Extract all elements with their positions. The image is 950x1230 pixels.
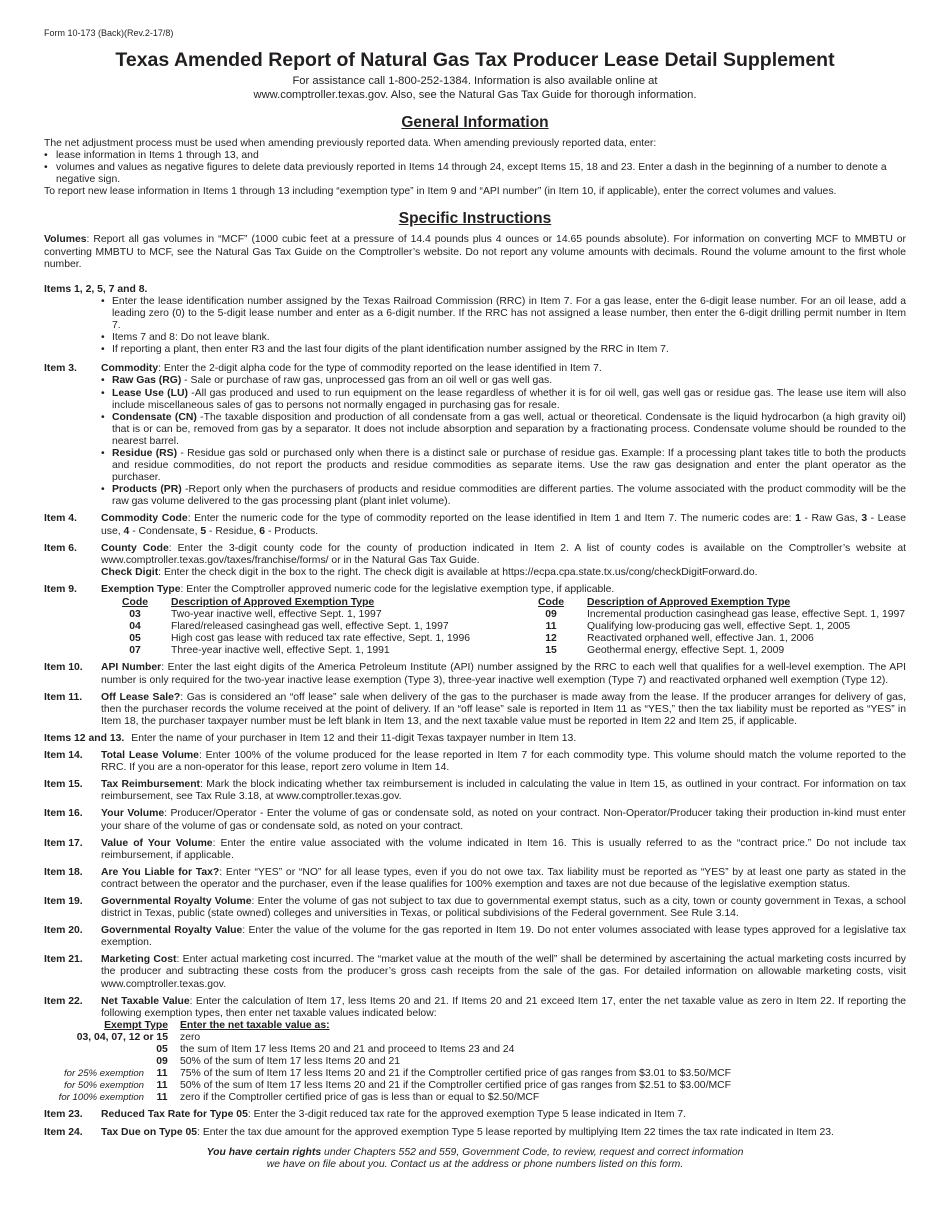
privacy-notice: You have certain rights under Chapters 552 and 559, Government Code, to review, request and correct information we have on file about you. Contact us at the address or phone numbers listed on this form. <box>206 1146 744 1171</box>
items-1-bullet: • If reporting a plant, then enter R3 and the last four digits of the plant identification number assigned by the RRC in Item 7. <box>101 344 906 356</box>
exempt-type-header: Exempt Type <box>104 1019 168 1031</box>
check-digit-text: Check Digit: Enter the check digit in the box to the right. The check digit is available at https://ecpa.cpa.state.tx.us/cong/checkDigitForward.do. <box>101 566 758 578</box>
item-9 <box>44 584 906 658</box>
county-code-text: County Code: Enter the 3-digit county code for the county of production indicated in Item 2. A list of county codes is available on the Comptroller’s website at www.comptroller.texas.gov/taxes/franchise/forms/ or in the Natural Gas Tax Guide. <box>101 542 906 566</box>
item-18: Item 18. Are You Liable for Tax?: Enter “YES” or “NO” for all lease types, even if you do not owe tax. Tax liability must be reported as “YES” by at least one party as stated in the contract between the operator and the purchaser, even if the lease qualifies for 100% exemption and taxes are not due because of the legislative exemption status. <box>44 866 906 890</box>
commodity-bullet: • Lease Use (LU) -All gas produced and used to run equipment on the lease regardless of whether it is for oil well, gas well gas or residue gas. The lease use item will also include miscellaneous sales of gas to persons not normally engaged in purchasing gas for resale. <box>101 388 906 412</box>
item-10: Item 10. API Number: Enter the last eight digits of the America Petroleum Institute (API) number assigned by the RRC to each well that qualifies for a well-level exemption. The API number is only required for the two-year inactive lease exemption (Type 3), three-year inactive well exemption (Type 7) and reactivated orphaned well exemption (Type 12). <box>44 662 907 686</box>
volumes-label: Volumes <box>44 234 87 246</box>
item-22: Item 22. Net Taxable Value: Enter the calculation of Item 17, less Items 20 and 21. If Items 20 and 21 exceed Item 17, enter the net taxable value as zero in Item 22. If reporting the following exemption types, then enter net taxable values indicated below: <box>44 995 907 1019</box>
item-19: Item 19. Governmental Royalty Volume: Enter the volume of gas not subject to tax due to governmental exempt status, such as a city, town or county government in Texas, a school district in Texas, public (state owned) colleges and universities in Texas, or political subdivisions of the Federal government. See Rule 3.14. <box>44 895 906 920</box>
item-17: Item 17. Value of Your Volume: Enter the entire value associated with the volume indicated in Item 16. This is usually referred to as the “contract price.” Do not include tax reimbursement, if applicable. <box>44 837 906 861</box>
exemption-codes-left: Code Description of Approved Exemption Type 03 Two-year inactive well, effective Sept. 1, 1997 04 Flared/released casinghead gas well, effective Sept. 1, 1997 05 High cost gas lease with reduced tax rate effective, Sept. 1, 1996 07 Three-year inactive well, effective Sept. 1, 1991 <box>122 597 471 657</box>
form-title: Texas Amended Report of Natural Gas Tax Producer Lease Detail Supplement <box>115 49 835 71</box>
net-value-header: Enter the net taxable value as: <box>180 1019 330 1031</box>
commodity-bullet: • Products (PR) -Report only when the purchasers of products and residue commodities are different parties. The volume associated with the product commodity will be the raw gas volume delivered to the gas processing plant (plant inlet volume). <box>101 484 906 508</box>
item-3 <box>44 363 906 508</box>
item-text: : Enter the 2-digit alpha code for the type of commodity reported on the lease identified in Item 7. <box>158 363 602 375</box>
item-6 <box>44 543 906 579</box>
commodity-bullet: • Condensate (CN) -The taxable disposition and production of all condensate from a gas well, actual or theoretical. Condensate is the liquid hydrocarbon (a high gravity oil) that is or can be, removed from gas by a separator. It does not include absorption and separation by a fractionating process. Condensate volume should be rounded to the nearest barrel. <box>101 412 906 448</box>
item-15: Item 15. Tax Reimbursement: Mark the block indicating whether tax reimbursement is included in calculating the value in Item 15, as outlined in your contract. For information on tax reimbursement, see Tax Rule 3.18, at www.comptroller.texas.gov. <box>44 779 906 803</box>
items-12-13: Items 12 and 13. Enter the name of your purchaser in Item 12 and their 11-digit Texas taxpayer number in Item 13. <box>44 732 577 744</box>
form-page <box>44 28 906 1172</box>
general-intro: The net adjustment process must be used when amending previously reported data. When amending previously reported data, enter: <box>44 138 657 149</box>
assistance-line-2: www.comptroller.texas.gov. Also, see the Natural Gas Tax Guide for thorough information. <box>253 88 697 101</box>
item-body: Commodity Code: Enter the numeric code for the type of commodity reported on the lease identified in Item 1 and Item 7. The numeric codes are: 1 - Raw Gas, 3 - Lease use, 4 - Condensate, 5 - Residue, 6 - Products. <box>101 513 906 537</box>
volumes-paragraph <box>44 234 906 270</box>
general-outro: To report new lease information in Items 1 through 13 including “exemption type” in Item 9 and “API number” (in Item 10, if applicable), enter the correct volumes and values. <box>44 186 837 198</box>
item-23: Item 23. Reduced Tax Rate for Type 05: Enter the 3-digit reduced tax rate for the approved exemption Type 5 lease indicated in Item 7. <box>44 1109 687 1121</box>
commodity-bullet: • Residue (RS) - Residue gas sold or purchased only when there is a distinct sale or purchase of residue gas. Example: If a processing plant takes title to both the products and residue commodities, do not report the products and residue commodities as separate items. Use the raw gas designation and enter the plant operator as the purchaser. <box>101 448 906 484</box>
item-label: Item 6. <box>44 542 77 554</box>
assistance-line-1: For assistance call 1-800-252-1384. Information is also available online at <box>292 75 658 87</box>
items-1-label: Items 1, 2, 5, 7 and 8. <box>44 283 148 295</box>
assistance-info <box>44 75 906 102</box>
item-title: Commodity <box>101 363 159 375</box>
items-1-bullet: • Items 7 and 8: Do not leave blank. <box>101 332 906 344</box>
items-1-bullet: • Enter the lease identification number assigned by the Texas Railroad Commission (RRC) in Item 7. For a gas lease, enter the 6-digit lease number. For an oil lease, add a leading zero (0) to the 5-digit lease number and enter as a 6-digit number. If the RRC has not assigned a lease number, then enter the 6-digit drilling permit number in Item 7. <box>101 296 906 332</box>
specific-instructions-heading: Specific Instructions <box>398 210 552 228</box>
item-label: Item 3. <box>44 363 77 375</box>
item-16: Item 16. Your Volume: Producer/Operator - Enter the volume of gas or condensate sold, as noted on your contract. Non-Operator/Producer taking their production in-kind must enter your share of the volume of gas or condensate sold, as noted on your contract. <box>44 808 906 832</box>
general-bullet: • volumes and values as negative figures to delete data previously reported in Items 14 through 24, except Items 15, 18 and 23. Enter a dash in the beginning of a number to denote a negative sign. <box>44 162 906 186</box>
exemption-type-text: Exemption Type: Enter the Comptroller approved numeric code for the legislative exemption type, if applicable. <box>101 583 615 595</box>
item-21: Item 21. Marketing Cost: Enter actual marketing cost incurred. The “market value at the mouth of the well” shall be determined by ascertaining the actual marketing costs incurred by the producer and subtracting these costs from the producer’s gross cash receipts from the sale of the gas. For detailed information on allowable marketing costs, visit www.comptroller.texas.gov. <box>44 954 906 990</box>
item-24: Item 24. Tax Due on Type 05: Enter the tax due amount for the approved exemption Type 5 lease reported by multiplying Item 22 times the tax rate indicated in Item 23. <box>44 1126 834 1138</box>
item-label: Item 4. <box>44 513 77 525</box>
exemption-code-table <box>101 597 906 657</box>
net-taxable-value-table: Exempt Type Enter the net taxable value as: 03, 04, 07, 12 or 15 zero 05 the sum of Item 17 less Items 20 and 21 and proceed to Items 23 and 24 09 50% of the sum of Item 17 less Items 20 and 21 for 25% exemption 11 75% of the sum of Item 17 less Items 20 and 21 if the Comptroller certified price of gas ranges from $3.01 to $3.50/MCF for 50% exemption 11 50% of the sum of Item 17 less Items 20 and 21 if the Comptroller certified price of gas ranges from $2.51 to $3.00/MCF for 100% exemption 11 zero if the Comptroller certified price of gas is less than or equal to $2.50/MCF <box>44 1020 906 1105</box>
item-label: Item 9. <box>44 583 77 595</box>
items-1-2-5-7-8 <box>44 284 906 357</box>
form-id: Form 10-173 (Back)(Rev.2-17/8) <box>44 28 174 38</box>
item-14: Item 14. Total Lease Volume: Enter 100% of the volume produced for the lease reported in Item 7 for each commodity type. This volume should match the volume reported to the RRC. If you are a non-operator for this lease, report zero volume in Item 14. <box>44 750 906 774</box>
item-4 <box>44 513 906 537</box>
general-information <box>44 138 906 198</box>
general-bullet: • lease information in Items 1 through 13, and <box>44 150 906 162</box>
item-20: Item 20. Governmental Royalty Value: Enter the value of the volume for the gas reported in Item 19. Do not enter volumes associated with lease types approved for a legislative tax exemption. <box>44 925 906 949</box>
exemption-codes-right: Code Description of Approved Exemption Type 09 Incremental production casinghead gas lease, effective Sept. 1, 1997 11 Qualifying low-producing gas well, effective Sept. 1, 2005 12 Reactivated orphaned well, effective Jan. 1, 2006 15 Geothermal energy, effective Sept. 1, 2009 <box>538 597 906 657</box>
volumes-text: : Report all gas volumes in “MCF” (1000 cubic feet at a pressure of 14.4 pounds plus 4 ounces or 14.65 pounds absolute). For information on converting MCF to MMBTU or converting MMBTU to MCF, see the Natural Gas Tax Guide on the Comptroller’s website. Do not report any volume amounts with decimals. Round the volume amount to the first whole number. <box>44 234 906 270</box>
general-information-heading: General Information <box>401 114 549 131</box>
item-11: Item 11. Off Lease Sale?: Gas is considered an “off lease” sale when delivery of the gas to the purchaser is made away from the lease. If the producer arranges for delivery of gas, then the purchaser records the volume received at the point of delivery. If an “off lease” sale is reported in Item 11 as “YES,” then the tax liability must be reported as “YES” in Item 18, the purchaser taxpayer number must be left blank in Item 13, and the next taxable value must be reported in Item 22 and Item 25, if applicable. <box>44 691 906 727</box>
commodity-bullet: • Raw Gas (RG) - Sale or purchase of raw gas, unprocessed gas from an oil well or gas well gas. <box>101 375 906 387</box>
